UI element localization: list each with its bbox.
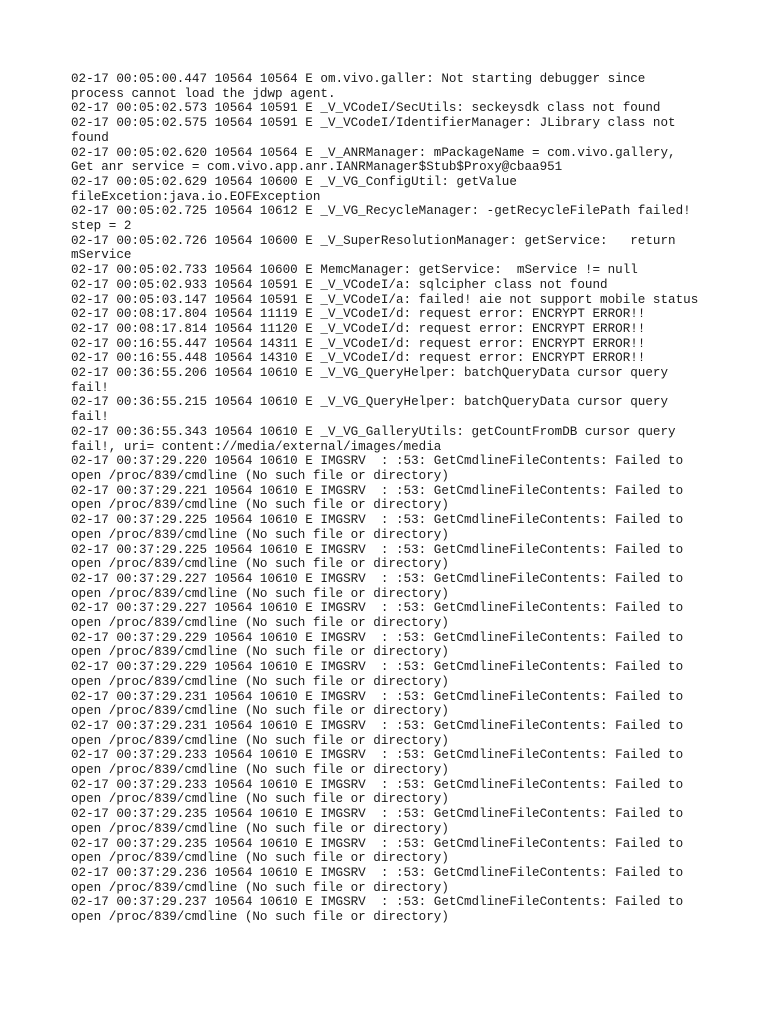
log-line: step = 2	[71, 219, 132, 234]
log-line: open /proc/839/cmdline (No such file or directory)	[71, 733, 449, 748]
log-line: 02-17 00:16:55.448 10564 14310 E _V_VCodeI/d: request error: ENCRYPT ERROR!!	[71, 351, 646, 366]
log-line: 02-17 00:05:02.733 10564 10600 E MemcManager: getService: mService != null	[71, 263, 638, 278]
log-line: 02-17 00:05:02.726 10564 10600 E _V_SuperResolutionManager: getService: return	[71, 233, 676, 248]
log-line: fileExcetion:java.io.EOFException	[71, 189, 321, 204]
log-line: open /proc/839/cmdline (No such file or directory)	[71, 468, 449, 483]
log-line: 02-17 00:37:29.237 10564 10610 E IMGSRV : :53: GetCmdlineFileContents: Failed to	[71, 895, 684, 910]
log-line: 02-17 00:37:29.229 10564 10610 E IMGSRV : :53: GetCmdlineFileContents: Failed to	[71, 630, 684, 645]
log-line: 02-17 00:37:29.227 10564 10610 E IMGSRV : :53: GetCmdlineFileContents: Failed to	[71, 601, 684, 616]
log-line: open /proc/839/cmdline (No such file or directory)	[71, 645, 449, 660]
log-line: open /proc/839/cmdline (No such file or directory)	[71, 821, 449, 836]
log-line: 02-17 00:37:29.220 10564 10610 E IMGSRV : :53: GetCmdlineFileContents: Failed to	[71, 454, 684, 469]
log-line: fail!	[71, 410, 109, 425]
log-line: 02-17 00:37:29.233 10564 10610 E IMGSRV : :53: GetCmdlineFileContents: Failed to	[71, 777, 684, 792]
log-line: 02-17 00:37:29.231 10564 10610 E IMGSRV : :53: GetCmdlineFileContents: Failed to	[71, 718, 684, 733]
log-line: 02-17 00:36:55.206 10564 10610 E _V_VG_QueryHelper: batchQueryData cursor query	[71, 366, 669, 381]
log-line: open /proc/839/cmdline (No such file or directory)	[71, 527, 449, 542]
log-line: 02-17 00:05:00.447 10564 10564 E om.vivo.galler: Not starting debugger since	[71, 72, 646, 86]
log-line: 02-17 00:36:55.343 10564 10610 E _V_VG_GalleryUtils: getCountFromDB cursor query	[71, 424, 676, 439]
log-line: open /proc/839/cmdline (No such file or directory)	[71, 704, 449, 719]
log-line: 02-17 00:05:02.725 10564 10612 E _V_VG_RecycleManager: -getRecycleFilePath failed!	[71, 204, 691, 219]
log-line: 02-17 00:05:02.933 10564 10591 E _V_VCodeI/a: sqlcipher class not found	[71, 277, 608, 292]
log-line: fail!, uri= content://media/external/images/media	[71, 439, 442, 454]
log-line: open /proc/839/cmdline (No such file or directory)	[71, 851, 449, 866]
log-line: 02-17 00:37:29.235 10564 10610 E IMGSRV : :53: GetCmdlineFileContents: Failed to	[71, 836, 684, 851]
log-line: open /proc/839/cmdline (No such file or directory)	[71, 557, 449, 572]
log-line: open /proc/839/cmdline (No such file or directory)	[71, 763, 449, 778]
log-line: open /proc/839/cmdline (No such file or directory)	[71, 586, 449, 601]
log-line: 02-17 00:05:02.575 10564 10591 E _V_VCodeI/IdentifierManager: JLibrary class not	[71, 116, 676, 131]
log-line: 02-17 00:16:55.447 10564 14311 E _V_VCodeI/d: request error: ENCRYPT ERROR!!	[71, 336, 646, 351]
log-line: 02-17 00:37:29.229 10564 10610 E IMGSRV : :53: GetCmdlineFileContents: Failed to	[71, 660, 684, 675]
log-line: 02-17 00:37:29.225 10564 10610 E IMGSRV : :53: GetCmdlineFileContents: Failed to	[71, 513, 684, 528]
log-document	[71, 72, 721, 925]
log-line: 02-17 00:08:17.804 10564 11119 E _V_VCodeI/d: request error: ENCRYPT ERROR!!	[71, 307, 646, 322]
log-line: open /proc/839/cmdline (No such file or directory)	[71, 910, 449, 925]
log-line: open /proc/839/cmdline (No such file or directory)	[71, 674, 449, 689]
log-line: mService	[71, 248, 132, 263]
log-line: fail!	[71, 380, 109, 395]
log-line: 02-17 00:37:29.225 10564 10610 E IMGSRV : :53: GetCmdlineFileContents: Failed to	[71, 542, 684, 557]
log-line: 02-17 00:37:29.231 10564 10610 E IMGSRV : :53: GetCmdlineFileContents: Failed to	[71, 689, 684, 704]
log-line: 02-17 00:08:17.814 10564 11120 E _V_VCodeI/d: request error: ENCRYPT ERROR!!	[71, 321, 646, 336]
log-line: 02-17 00:05:02.573 10564 10591 E _V_VCodeI/SecUtils: seckeysdk class not found	[71, 101, 661, 116]
log-line: 02-17 00:05:03.147 10564 10591 E _V_VCodeI/a: failed! aie not support mobile status	[71, 292, 699, 307]
log-line: 02-17 00:37:29.235 10564 10610 E IMGSRV : :53: GetCmdlineFileContents: Failed to	[71, 807, 684, 822]
log-line: found	[71, 130, 109, 145]
log-line: 02-17 00:05:02.629 10564 10600 E _V_VG_ConfigUtil: getValue	[71, 174, 517, 189]
log-line: open /proc/839/cmdline (No such file or directory)	[71, 498, 449, 513]
log-line: open /proc/839/cmdline (No such file or directory)	[71, 616, 449, 631]
log-line: 02-17 00:37:29.236 10564 10610 E IMGSRV : :53: GetCmdlineFileContents: Failed to	[71, 865, 684, 880]
log-line: Get anr service = com.vivo.app.anr.IANRManager$Stub$Proxy@cbaa951	[71, 160, 563, 175]
log-line: 02-17 00:37:29.233 10564 10610 E IMGSRV : :53: GetCmdlineFileContents: Failed to	[71, 748, 684, 763]
log-line: 02-17 00:37:29.221 10564 10610 E IMGSRV : :53: GetCmdlineFileContents: Failed to	[71, 483, 684, 498]
log-line: open /proc/839/cmdline (No such file or directory)	[71, 880, 449, 895]
log-line: open /proc/839/cmdline (No such file or directory)	[71, 792, 449, 807]
log-line: 02-17 00:36:55.215 10564 10610 E _V_VG_QueryHelper: batchQueryData cursor query	[71, 395, 669, 410]
log-line: 02-17 00:05:02.620 10564 10564 E _V_ANRManager: mPackageName = com.vivo.gallery,	[71, 145, 676, 160]
log-line: process cannot load the jdwp agent.	[71, 86, 336, 101]
log-line: 02-17 00:37:29.227 10564 10610 E IMGSRV : :53: GetCmdlineFileContents: Failed to	[71, 571, 684, 586]
